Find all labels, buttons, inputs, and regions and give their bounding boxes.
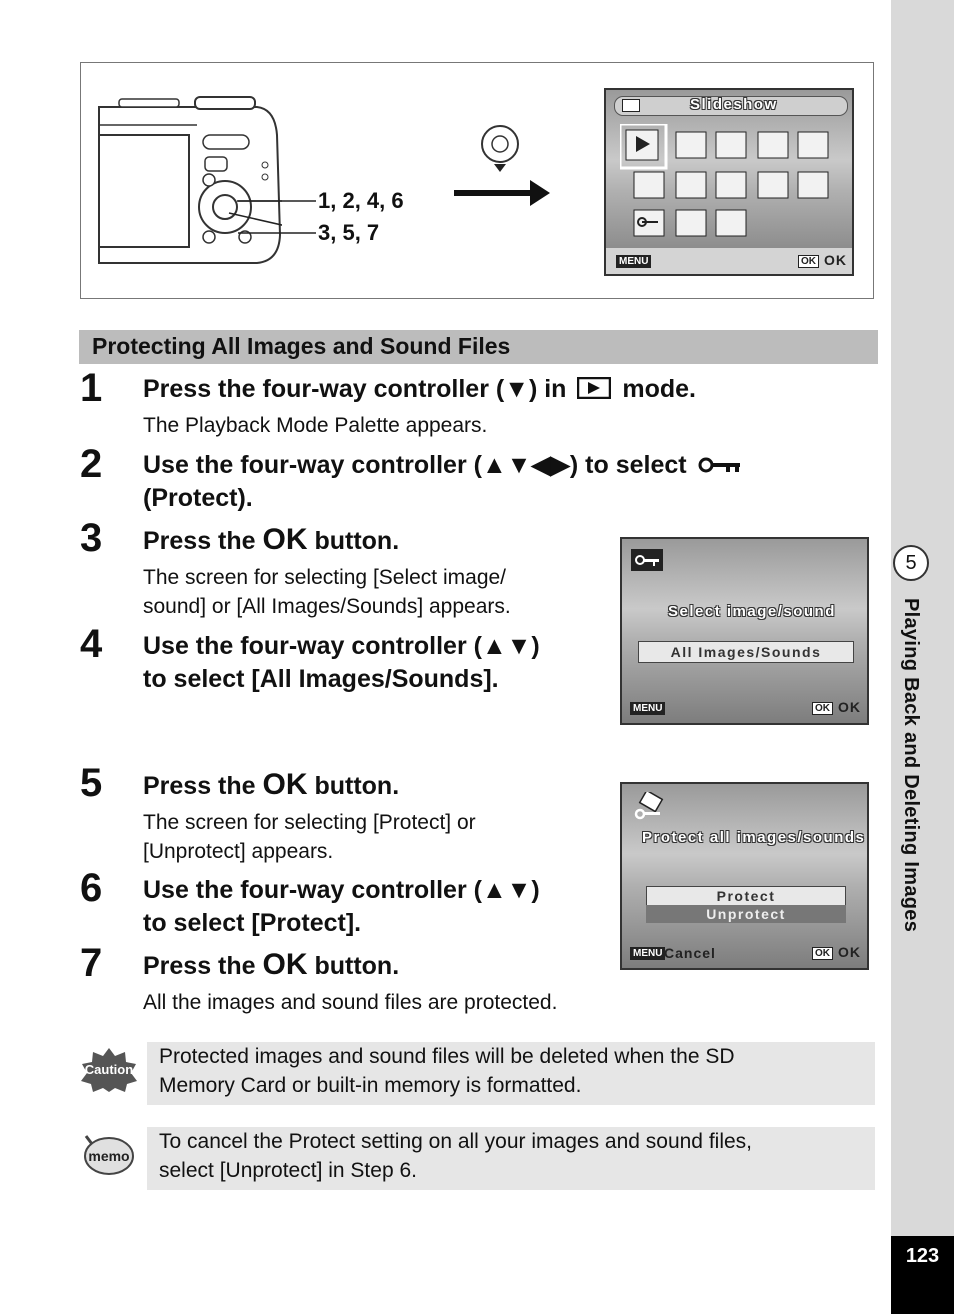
step-number: 2 [80,442,103,486]
protect-key-icon [631,549,663,571]
palette-title: Slideshow [690,96,778,113]
ok-button-label: OK [262,948,308,981]
step-description: sound] or [All Images/Sounds] appears. [143,595,511,618]
palette-icon-grid [620,124,842,242]
step-heading-cont: to select [Protect]. [143,909,362,937]
cancel-label: Cancel [664,945,716,961]
step-number: 7 [80,941,103,985]
screen-title: Protect all images/sounds [642,829,866,846]
chapter-title: Playing Back and Deleting Images [900,598,922,933]
playback-mode-icon [577,377,611,399]
step-heading: Use the four-way controller (▲▼◀▶) to select [143,449,742,482]
step-heading: Press the OK button. [143,948,400,981]
step-heading: Press the OK button. [143,523,400,556]
controller-arrow-icon [452,124,552,214]
caution-badge-text: Caution [84,1062,134,1077]
playback-mode-icon [622,99,640,112]
option-all-images-sounds: All Images/Sounds [638,641,854,663]
option-unprotect: Unprotect [646,905,846,923]
step-heading: Press the OK button. [143,768,400,801]
step-description: [Unprotect] appears. [143,840,334,863]
option-protect: Protect [646,886,846,906]
step-heading-cont: (Protect). [143,484,253,512]
section-title: Protecting All Images and Sound Files [92,333,511,359]
caution-icon [80,1046,138,1092]
protect-all-icon [632,792,664,822]
ok-label: OK [838,944,861,960]
protect-key-icon [698,456,742,474]
protect-all-screen [620,782,869,970]
ok-button-icon: OK [812,702,833,715]
step-heading-cont: to select [All Images/Sounds]. [143,665,499,693]
step-heading: Use the four-way controller (▲▼) [143,876,540,904]
caution-text-line: Protected images and sound files will be deleted when the SD [159,1045,735,1068]
steps-label-ok: 3, 5, 7 [318,220,380,245]
memo-text-line: To cancel the Protect setting on all your images and sound files, [159,1130,753,1153]
step-heading: Use the four-way controller (▲▼) [143,632,540,660]
page-number: 123 [891,1236,954,1314]
memo-icon [80,1132,136,1176]
callout-lines [238,195,318,240]
caution-text-line: Memory Card or built-in memory is formatted. [159,1074,582,1097]
ok-label: OK [824,252,847,268]
step-description: The screen for selecting [Protect] or [143,811,476,834]
step-number: 4 [80,622,103,666]
step-number: 1 [80,366,103,410]
ok-button-label: OK [262,523,308,556]
step-number: 3 [80,516,103,560]
screen-title: Select image/sound [668,603,836,620]
step-description: All the images and sound files are protected. [143,991,558,1014]
menu-button-icon: MENU [630,702,665,715]
chapter-number: 5 [893,545,929,581]
menu-button-icon: MENU [630,947,665,960]
camera-illustration-icon [97,95,282,267]
step-number: 6 [80,866,103,910]
ok-button-icon: OK [798,255,819,268]
menu-button-icon: MENU [616,255,651,268]
step-heading: Press the four-way controller (▼) in mode. [143,375,696,403]
steps-label-four-way: 1, 2, 4, 6 [318,188,404,213]
select-image-sound-screen [620,537,869,725]
ok-button-icon: OK [812,947,833,960]
memo-badge-text: memo [88,1148,130,1164]
step-description: The screen for selecting [Select image/ [143,566,507,589]
step-description: The Playback Mode Palette appears. [143,414,488,437]
step-number: 5 [80,761,103,805]
ok-button-label: OK [262,768,308,801]
playback-palette-screen [604,88,854,276]
memo-text-line: select [Unprotect] in Step 6. [159,1159,417,1182]
ok-label: OK [838,699,861,715]
